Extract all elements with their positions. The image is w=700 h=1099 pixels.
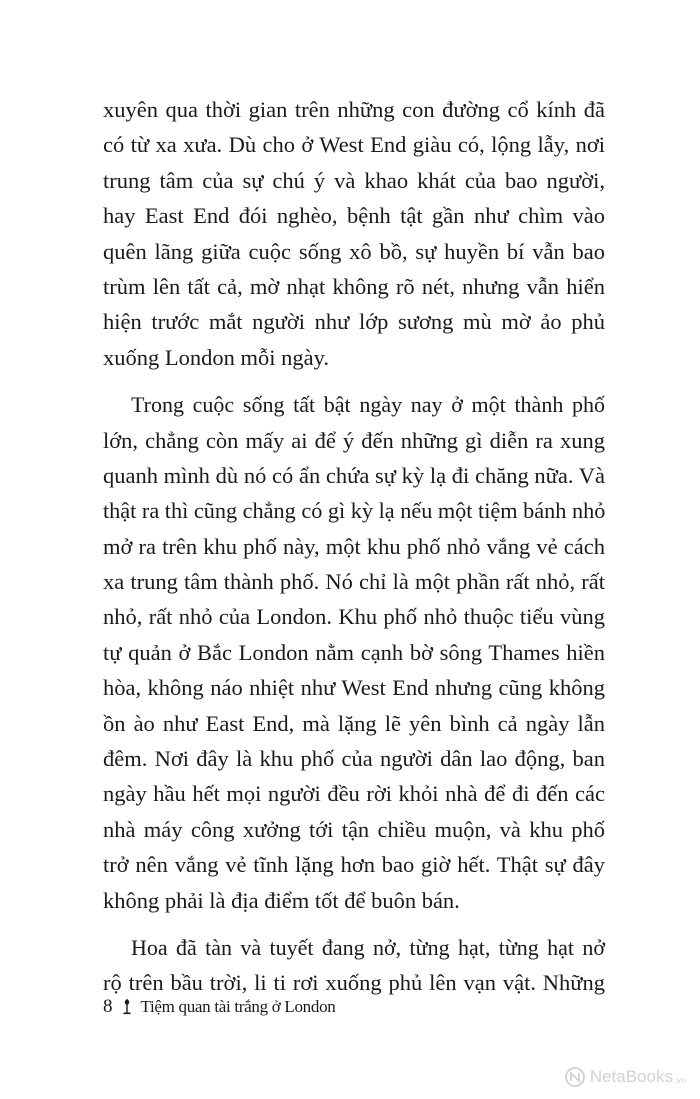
text-line: xuyên qua thời gian trên những con đường cổ kính đã [103,97,605,122]
text-line: hòa, không náo nhiệt như West End nhưng cũng không [103,675,605,701]
page-number: 8 [103,996,113,1017]
paragraph-spacing [103,375,605,387]
paragraph-3 [103,930,605,1001]
fleuron-icon [121,998,133,1016]
text-line: thật ra thì cũng chẳng có gì kỳ lạ nếu một tiệm bánh nhỏ [103,498,606,524]
text-line: tự quản ở Bắc London nằm cạnh bờ sông Thames hiền [103,639,605,665]
text-line: Trong cuộc sống tất bật ngày nay ở một thành phố [131,392,605,418]
text-line: trở nên vắng vẻ tĩnh lặng hơn bao giờ hết. Thật sự đây [103,852,605,878]
paragraph-2 [103,387,605,918]
watermark [565,1067,686,1087]
netabooks-logo-icon [565,1067,585,1087]
page-footer [103,996,335,1018]
text-line: hay East End đói nghèo, bệnh tật gần như chìm vào [103,203,605,229]
paragraph-spacing [103,918,605,930]
paragraph-1 [103,92,605,375]
text-line: ngày hầu hết mọi người đều rời khỏi nhà để đi đến các [103,781,605,807]
text-line: nhỏ, rất nhỏ của London. Khu phố nhỏ thuộc tiểu vùng [103,604,605,630]
body-text [103,92,605,1001]
text-line: xuống London mỗi ngày. [103,344,330,370]
text-line: nhà máy công xưởng tới tận chiều muộn, và khu phố [103,816,605,842]
text-line: quanh mình dù nó có ẩn chứa sự kỳ lạ đi chăng nữa. Và [103,462,605,488]
text-line: rộ trên bầu trời, li ti rơi xuống phủ lên vạn vật. Những [103,970,605,996]
text-line: Hoa đã tàn và tuyết đang nở, từng hạt, từng hạt nở [131,934,605,960]
text-line: hiện trước mắt người như lớp sương mù mờ ảo phủ [103,309,605,335]
text-line: trùm lên tất cả, mờ nhạt không rõ nét, nhưng vẫn hiển [103,273,605,299]
text-line: xa trung tâm thành phố. Nó chỉ là một phần rất nhỏ, rất [103,569,605,595]
text-line: có từ xa xưa. Dù cho ở West End giàu có, lộng lẫy, nơi [103,132,605,158]
running-title: Tiệm quan tài trắng ở London [140,997,336,1016]
text-line: đêm. Nơi đây là khu phố của người dân lao động, ban [103,746,605,772]
text-line: ồn ào như East End, mà lặng lẽ yên bình cả ngày lẫn [103,710,605,736]
text-line: quên lãng giữa cuộc sống xô bồ, sự huyền bí vẫn bao [103,238,605,264]
watermark-suffix: .vn [673,1075,686,1085]
text-line: không phải là địa điểm tốt để buôn bán. [103,887,460,913]
watermark-text: NetaBooks [589,1067,673,1086]
text-line: lớn, chẳng còn mấy ai để ý đến những gì diễn ra xung [103,427,605,453]
text-line: trung tâm của sự chú ý và khao khát của bao người, [103,167,605,193]
text-line: mở ra trên khu phố này, một khu phố nhỏ vắng vẻ cách [103,533,605,559]
